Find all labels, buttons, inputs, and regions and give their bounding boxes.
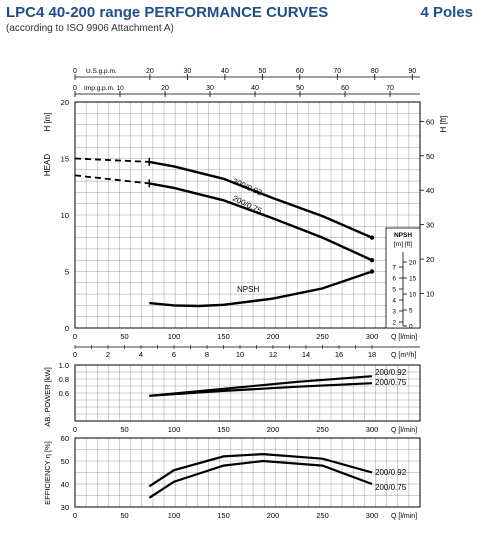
power-q-tick-label: 150 <box>217 425 230 434</box>
efficiency-q-tick-label: 150 <box>217 511 230 520</box>
power-tick-label: 0.8 <box>58 375 69 384</box>
power-tick-label: 0.6 <box>58 389 69 398</box>
curve-npsh-endpoint <box>370 269 374 273</box>
npsh-m-tick-label: 2 <box>392 319 396 327</box>
efficiency-q-tick-label: 50 <box>120 511 129 520</box>
usgpm-tick-label: 60 <box>295 68 304 75</box>
page-subtitle: (according to ISO 9906 Attachment A) <box>6 23 174 34</box>
impgpm-tick-label: 0 <box>73 85 77 92</box>
impgpm-tick-label: 20 <box>161 85 169 92</box>
ft-tick-label: 30 <box>426 220 435 230</box>
usgpm-tick-label: 40 <box>220 68 229 75</box>
q-tick-label: 200 <box>266 332 280 341</box>
curve-label-200-092: 200/0.92 <box>231 176 264 198</box>
usgpm-tick-label: 90 <box>408 68 417 75</box>
npsh-ft-tick-label: 20 <box>409 259 417 267</box>
power-curve-label: 200/0.75 <box>375 378 407 387</box>
m3h-tick-label: 0 <box>72 350 78 359</box>
ft-unit-label: H [ft] <box>439 115 448 133</box>
curve-200-0-75-endpoint <box>370 258 374 262</box>
npsh-m-tick-label: 7 <box>392 264 396 272</box>
head-axis-label: HEAD <box>43 153 52 177</box>
npsh-scale-title: NPSH <box>393 232 413 239</box>
power-q-tick-label: 100 <box>167 425 181 434</box>
efficiency-q-tick-label: 300 <box>365 511 379 520</box>
efficiency-q-axis-label: Q [l/min] <box>391 513 418 520</box>
efficiency-q-tick-label: 200 <box>266 511 280 520</box>
q-axis-label: Q [l/min] <box>391 334 418 341</box>
m3h-axis-label: Q [m³/h] <box>391 352 417 359</box>
usgpm-axis-label: U.S.g.p.m. <box>86 68 117 75</box>
power-tick-label: 1.0 <box>58 361 69 370</box>
q-tick-label: 0 <box>72 332 78 341</box>
head-tick-label: 10 <box>60 211 69 220</box>
npsh-scale-units: [m] [ft] <box>393 241 413 248</box>
q-tick-label: 300 <box>365 332 379 341</box>
impgpm-axis-label: Imp.g.p.m. 10 <box>84 85 124 92</box>
efficiency-curve-0 <box>149 454 372 486</box>
curve-label-200-075: 200/0.75 <box>231 193 264 216</box>
efficiency-tick-label: 30 <box>60 503 69 512</box>
npsh-ft-tick-label: 10 <box>409 291 417 299</box>
q-tick-label: 150 <box>217 332 230 341</box>
head-unit-label: H [m] <box>43 112 52 132</box>
curve-200-0-92-endpoint <box>370 235 374 239</box>
m3h-tick-label: 14 <box>301 350 311 359</box>
efficiency-tick-label: 60 <box>60 434 69 443</box>
impgpm-tick-label: 70 <box>386 85 394 92</box>
power-q-tick-label: 0 <box>72 425 78 434</box>
head-tick-label: 20 <box>60 98 69 107</box>
m3h-tick-label: 10 <box>235 350 245 359</box>
npsh-m-tick-label: 5 <box>392 286 396 294</box>
usgpm-tick-label: 80 <box>370 68 379 75</box>
power-q-tick-label: 300 <box>365 425 379 434</box>
ft-tick-label: 10 <box>426 289 435 299</box>
efficiency-tick-label: 40 <box>60 480 69 489</box>
usgpm-tick-label: 70 <box>333 68 342 75</box>
m3h-tick-label: 16 <box>334 350 344 359</box>
m3h-tick-label: 2 <box>105 350 111 359</box>
ft-tick-label: 50 <box>426 151 435 161</box>
npsh-ft-tick-label: 15 <box>409 275 417 283</box>
impgpm-tick-label: 40 <box>251 85 259 92</box>
curve-label-npsh: NPSH <box>237 285 260 294</box>
power-q-axis-label: Q [l/min] <box>391 427 418 434</box>
npsh-ft-tick-label: 0 <box>409 323 413 331</box>
head-tick-label: 5 <box>64 267 69 277</box>
usgpm-tick-label: 0 <box>73 68 77 75</box>
ft-tick-label: 40 <box>426 186 435 196</box>
power-q-tick-label: 50 <box>120 425 129 434</box>
npsh-ft-tick-label: 5 <box>409 307 413 315</box>
npsh-m-tick-label: 4 <box>392 297 396 305</box>
impgpm-tick-label: 30 <box>206 85 214 92</box>
power-curve-label: 200/0.92 <box>375 368 407 377</box>
efficiency-q-tick-label: 0 <box>72 511 78 520</box>
m3h-tick-label: 8 <box>204 350 210 359</box>
efficiency-curve-1 <box>149 461 372 498</box>
efficiency-q-tick-label: 100 <box>167 511 181 520</box>
usgpm-tick-label: 50 <box>258 68 267 75</box>
curve-npsh <box>149 272 372 307</box>
q-tick-label: 50 <box>120 332 129 341</box>
efficiency-curve-label: 200/0.92 <box>375 468 407 477</box>
page-title: LPC4 40-200 range PERFORMANCE CURVES <box>6 4 329 21</box>
efficiency-curve-label: 200/0.75 <box>375 483 407 492</box>
m3h-tick-label: 4 <box>138 350 144 359</box>
usgpm-tick-label: 20 <box>146 68 154 75</box>
npsh-m-tick-label: 3 <box>392 308 396 316</box>
m3h-tick-label: 18 <box>367 350 377 359</box>
efficiency-axis-label: EFFICIENCY η [%] <box>43 441 52 505</box>
m3h-tick-label: 6 <box>171 350 177 359</box>
impgpm-tick-label: 60 <box>341 85 349 92</box>
usgpm-tick-label: 30 <box>183 68 192 75</box>
ft-tick-label: 20 <box>426 255 435 265</box>
m3h-tick-label: 12 <box>268 350 278 359</box>
efficiency-tick-label: 50 <box>60 457 69 466</box>
q-tick-label: 250 <box>316 332 329 341</box>
head-tick-label: 0 <box>64 324 69 333</box>
efficiency-q-tick-label: 250 <box>316 511 329 520</box>
power-q-tick-label: 250 <box>316 425 329 434</box>
npsh-m-tick-label: 6 <box>392 275 396 283</box>
power-q-tick-label: 200 <box>266 425 280 434</box>
power-axis-label: AB. POWER [kW] <box>43 367 52 427</box>
impgpm-tick-label: 50 <box>296 85 304 92</box>
poles-label: 4 Poles <box>420 4 473 21</box>
power-grid <box>75 365 420 421</box>
ft-tick-label: 60 <box>426 117 435 127</box>
head-tick-label: 15 <box>60 154 69 164</box>
q-tick-label: 100 <box>167 332 181 341</box>
head-grid <box>75 102 420 328</box>
